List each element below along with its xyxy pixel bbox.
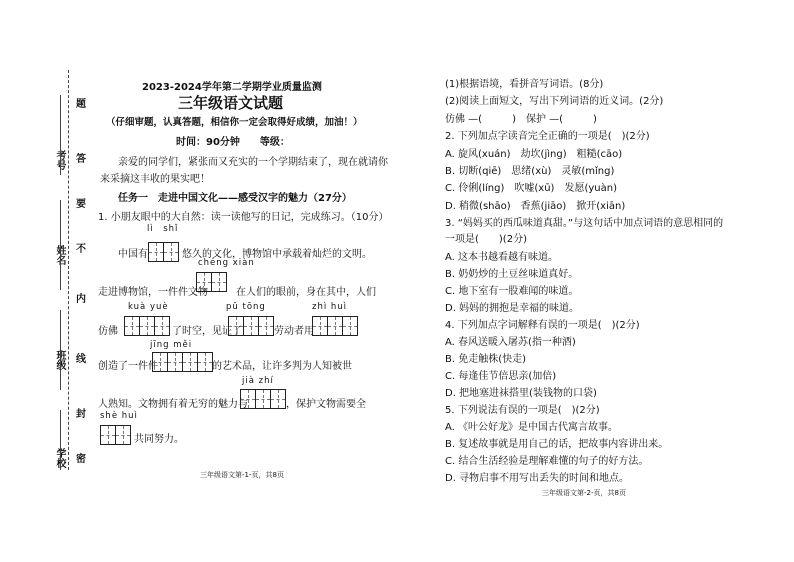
question-3-cont: 一项是( )(2分) xyxy=(445,234,527,245)
exam-title: 三年级语文试题 xyxy=(178,94,284,112)
q5-option-c: C. 结合生活经验是理解难懂的句子的好方法。 xyxy=(445,456,649,467)
margin-mark: 答 xyxy=(76,154,86,165)
question-2: 2. 下列加点字读音完全正确的一项是( )(2分) xyxy=(445,131,650,142)
pinyin-jingmei: jīng měi xyxy=(150,340,193,350)
greeting-line1: 亲爱的同学们，紧张而又充实的一个学期结束了，现在就请你 xyxy=(118,157,388,168)
q2-option-a: A. 旋风(xuán) 劫坎(jìng) 粗糙(cāo) xyxy=(445,149,623,160)
answer-grid-lishi[interactable] xyxy=(148,242,179,262)
margin-mark: 密 xyxy=(76,454,86,465)
fill-line-name xyxy=(60,200,61,290)
q2-option-b: B. 切断(qiē) 思绪(xù) 灵敏(mǐng) xyxy=(445,166,615,177)
answer-grid-kuayue[interactable] xyxy=(124,316,170,336)
diary-line1b: 悠久的文化，博物馆中承载着灿烂的文明。 xyxy=(182,249,372,260)
task1-title: 任务一 走进中国文化——感受汉字的魅力（27分） xyxy=(118,193,352,204)
answer-grid-jiazhi[interactable] xyxy=(240,389,286,409)
question-4: 4. 下列加点字词解释有误的一项是( )(2分) xyxy=(445,320,640,331)
q3-option-a: A. 这本书越看越有味道。 xyxy=(445,252,559,263)
pinyin-putong: pǔ tōng xyxy=(226,302,266,312)
margin-mark: 线 xyxy=(76,354,86,365)
answer-grid-jingmei[interactable] xyxy=(152,352,213,372)
sub-q1: (1)根据语境，看拼音写词语。(8分) xyxy=(445,79,604,90)
diary-line4b: 的艺术品，让许多判为人知被世 xyxy=(212,361,352,372)
pinyin-jiazhi: jià zhí xyxy=(242,376,274,386)
diary-line6b: 共同努力。 xyxy=(134,434,184,445)
q5-option-a: A. 《叶公好龙》是中国古代寓言故事。 xyxy=(445,422,619,433)
answer-grid-shehui[interactable] xyxy=(100,425,131,445)
diary-line2a: 走进博物馆，一件件文物 xyxy=(98,287,208,298)
margin-mark: 不 xyxy=(76,244,86,255)
diary-line1a: 中国有 xyxy=(118,249,148,260)
q4-option-a: A. 春风送暖入屠苏(指一种酒) xyxy=(445,337,576,348)
fill-line-school xyxy=(60,410,61,470)
diary-line4a: 创造了一件件 xyxy=(98,361,158,372)
pinyin-shehui: shè huì xyxy=(100,411,138,421)
q2-option-d: D. 稍微(shāo) 香蕉(jiāo) 掀开(xiān) xyxy=(445,201,626,212)
fill-line-class xyxy=(60,310,61,390)
q3-option-d: D. 妈妈的拥抱是幸福的味道。 xyxy=(445,303,580,314)
instruction: （仔细审题，认真答题，相信你一定会取得好成绩，加油！） xyxy=(106,117,363,128)
diary-line5a: 人熟知。文物拥有着无穷的魅力与 xyxy=(98,399,248,410)
q4-option-d: D. 把地塞进袜搭里(装钱物的口袋) xyxy=(445,388,597,399)
pinyin-chengxian: chéng xiàn xyxy=(198,258,255,268)
sub-q2: (2)阅读上面短文，写出下列词语的近义词。(2分) xyxy=(445,96,664,107)
q4-option-b: B. 免走触株(快走) xyxy=(445,354,527,365)
exam-header: 2023-2024学年第二学期学业质量监测 xyxy=(142,82,322,93)
margin-mark: 封 xyxy=(76,409,86,420)
binding-line xyxy=(68,70,69,470)
pinyin-zhihui: zhì huì xyxy=(312,302,348,312)
q2-option-c: C. 伶俐(líng) 吹嘘(xū) 发愿(yuàn) xyxy=(445,183,617,194)
diary-line3a: 仿佛 xyxy=(98,326,118,337)
time-grade: 时间：90分钟 等级： xyxy=(176,137,290,148)
pinyin-lishi: lì shǐ xyxy=(147,224,179,234)
q5-option-d: D. 寻物启事不用写出丢失的时间和地点。 xyxy=(445,473,630,484)
margin-mark: 题 xyxy=(76,99,86,110)
greeting-line2: 来采摘这丰收的果实吧！ xyxy=(100,174,210,185)
q5-option-b: B. 复述故事就是用自己的话，把故事内容讲出来。 xyxy=(445,439,669,450)
q3-option-b: B. 奶奶炒的土豆丝味道真好。 xyxy=(445,269,579,280)
question-5: 5. 下列说法有误的一项是( )(2分) xyxy=(445,405,600,416)
answer-grid-putong[interactable] xyxy=(228,316,274,336)
answer-grid-zhihui[interactable] xyxy=(312,316,358,336)
question-1: 1. 小朋友眼中的大自然：读一读他写的日记，完成练习。（10分） xyxy=(98,212,389,223)
pinyin-kuayue: kuà yuè xyxy=(128,302,169,312)
diary-line5b: ，保护文物需要全 xyxy=(286,399,366,410)
diary-line3b: 了时空，见证了 xyxy=(172,326,242,337)
margin-mark: 要 xyxy=(76,199,86,210)
question-3: 3. “妈妈买的西瓜味道真甜。”与这句话中加点词语的意思相同的 xyxy=(445,218,724,229)
diary-line3c: 劳动者用 xyxy=(274,326,314,337)
margin-mark: 内 xyxy=(76,294,86,305)
fill-line-kaohao xyxy=(60,95,61,175)
page-footer-right: 三年级语文第-2-页，共8页 xyxy=(542,489,626,497)
q4-option-c: C. 每逢佳节倍思亲(加倍) xyxy=(445,371,557,382)
synonym-line: 仿佛 —( ) 保护 —( ) xyxy=(445,114,597,125)
page-footer-left: 三年级语文第-1-页，共8页 xyxy=(200,471,284,479)
q3-option-c: C. 地下室有一股难闻的味道。 xyxy=(445,286,579,297)
diary-line2b: 在人们的眼前，身在其中，人们 xyxy=(236,287,376,298)
